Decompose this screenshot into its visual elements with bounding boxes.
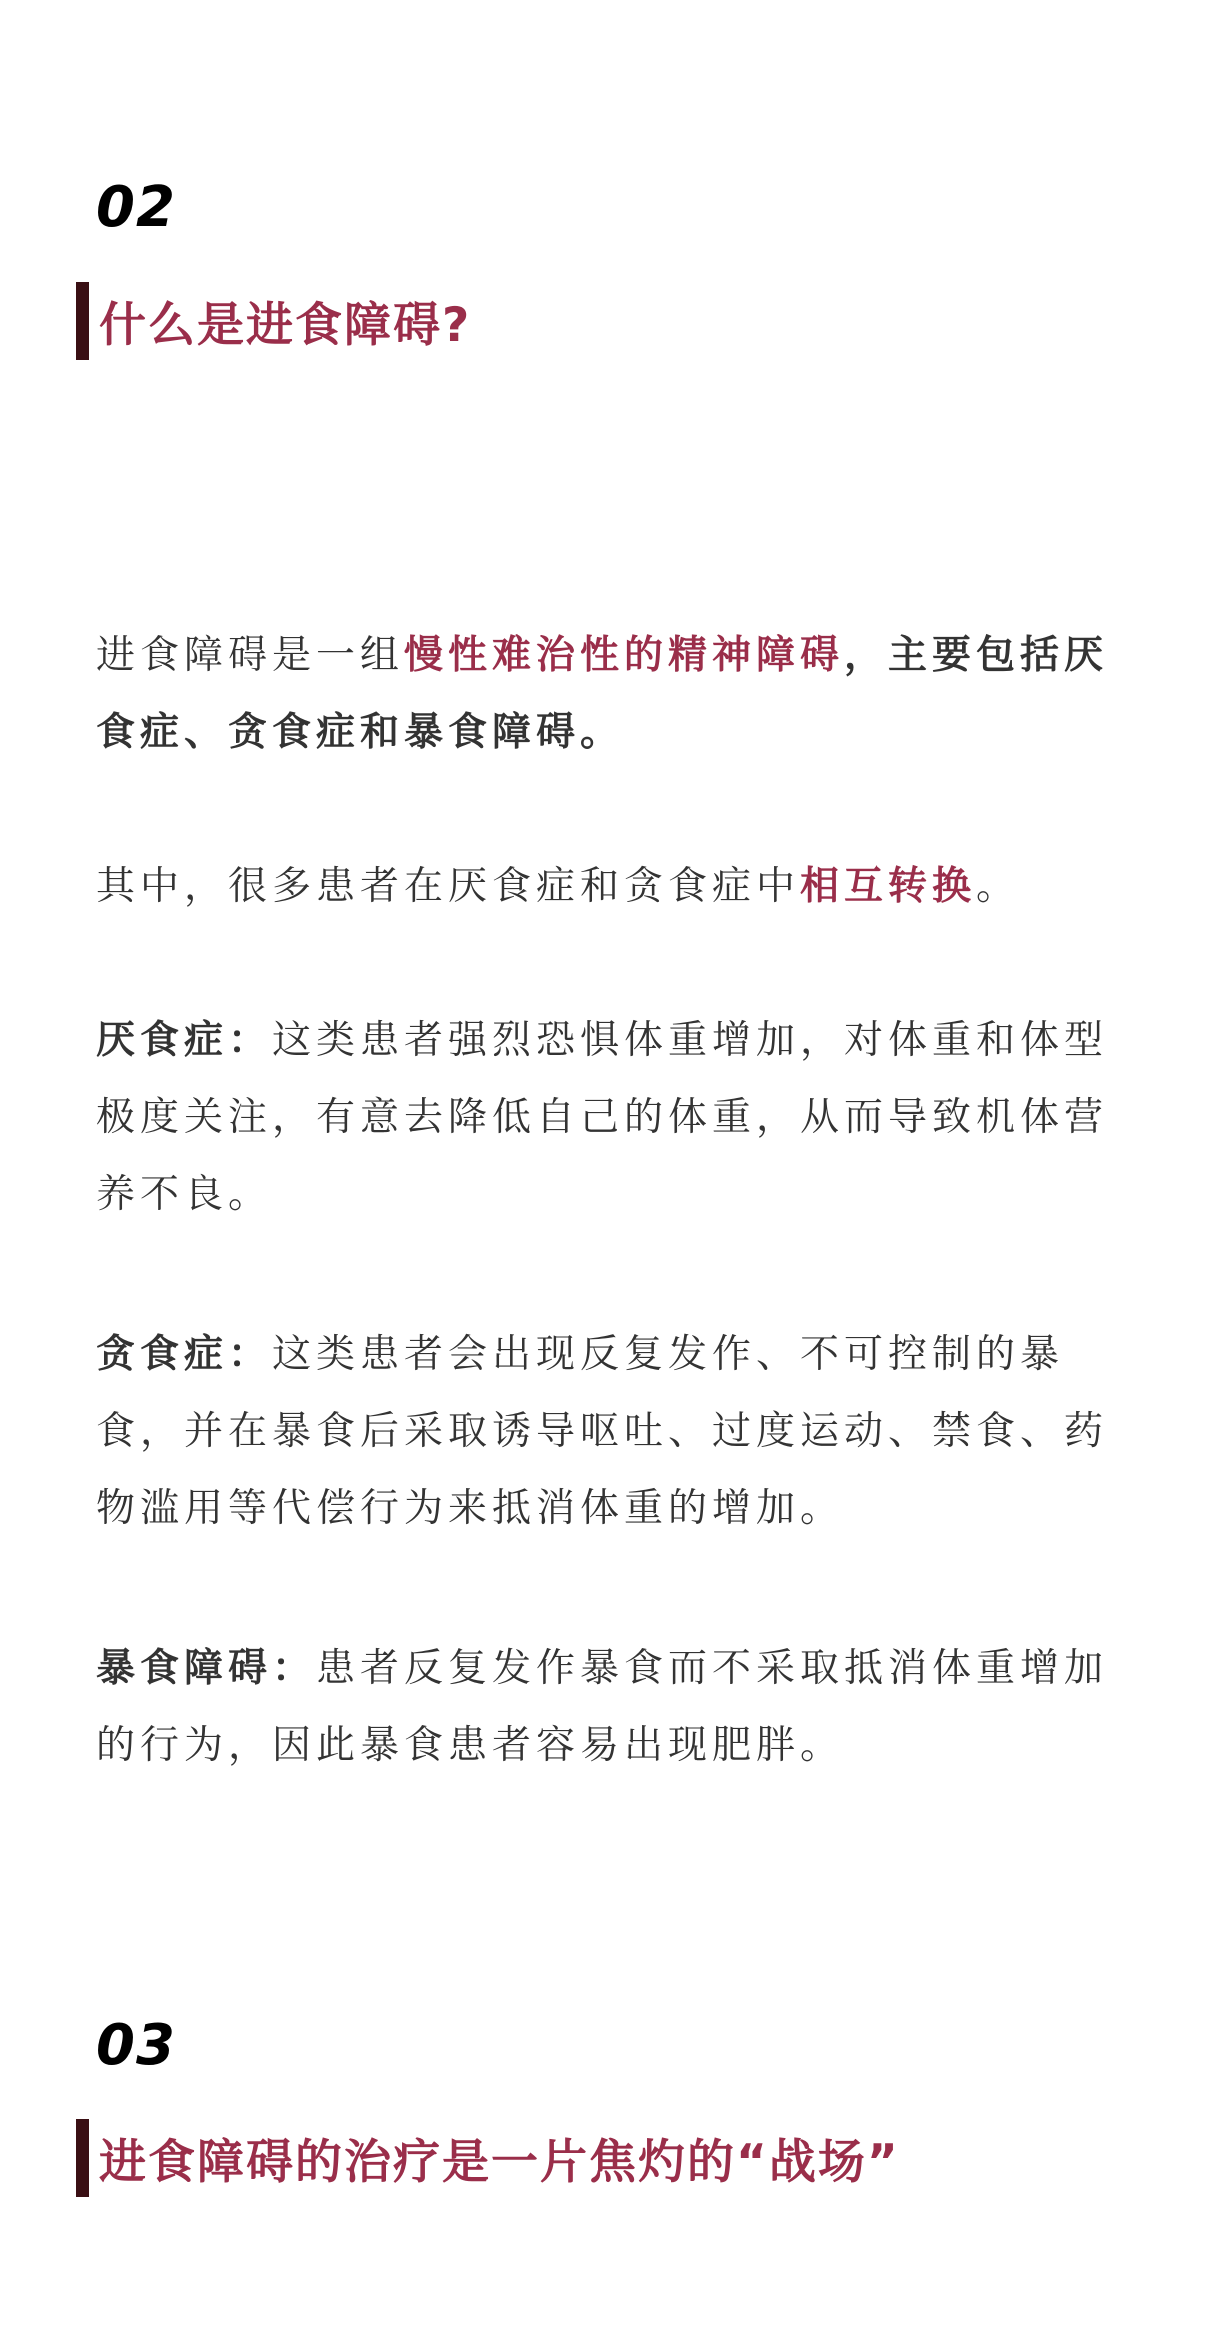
conversion-text-a: 其中，很多患者在厌食症和贪食症中	[96, 864, 801, 909]
section-title-text: 什么是进食障碍?	[99, 297, 472, 353]
bulimia-text: 这类患者会出现反复发作、不可控制的暴食，并在暴食后采取诱导呕吐、过度运动、禁食、药物滥用等代偿行为来抵消体重的增加。	[96, 1332, 1109, 1531]
binge-text: 患者反复发作暴食而不采取抵消体重增加的行为，因此暴食患者容易出现肥胖。	[96, 1646, 1109, 1768]
binge-term: 暴食障碍：	[96, 1646, 317, 1691]
conversion-highlight: 相互转换	[800, 864, 977, 909]
anorexia-text: 这类患者强烈恐惧体重增加，对体重和体型极度关注，有意去降低自己的体重，从而导致机体营养不良。	[96, 1018, 1109, 1217]
intro-text-a: 进食障碍是一组	[96, 633, 405, 678]
section-title-03	[76, 2119, 900, 2197]
section-number-02: 02	[96, 175, 176, 240]
bulimia-term: 贪食症：	[96, 1332, 273, 1377]
intro-highlight: 慢性难治性的精神障碍	[404, 633, 845, 678]
intro-paragraph	[96, 617, 1146, 771]
section-number-03: 03	[96, 2013, 176, 2078]
anorexia-term: 厌食症：	[96, 1018, 273, 1063]
section-title-02	[76, 282, 471, 360]
anorexia-paragraph	[96, 1002, 1146, 1233]
title-accent-bar	[76, 282, 89, 360]
binge-paragraph	[96, 1630, 1146, 1784]
bulimia-paragraph	[96, 1316, 1146, 1547]
section-title-text: 进食障碍的治疗是一片焦灼的“战场”	[99, 2134, 900, 2190]
conversion-paragraph	[96, 848, 1146, 925]
title-accent-bar	[76, 2119, 89, 2197]
intro-text-b: ，主要包括厌食症、贪食症和暴食障碍。	[96, 633, 1109, 755]
conversion-text-b: 。	[976, 864, 1021, 909]
